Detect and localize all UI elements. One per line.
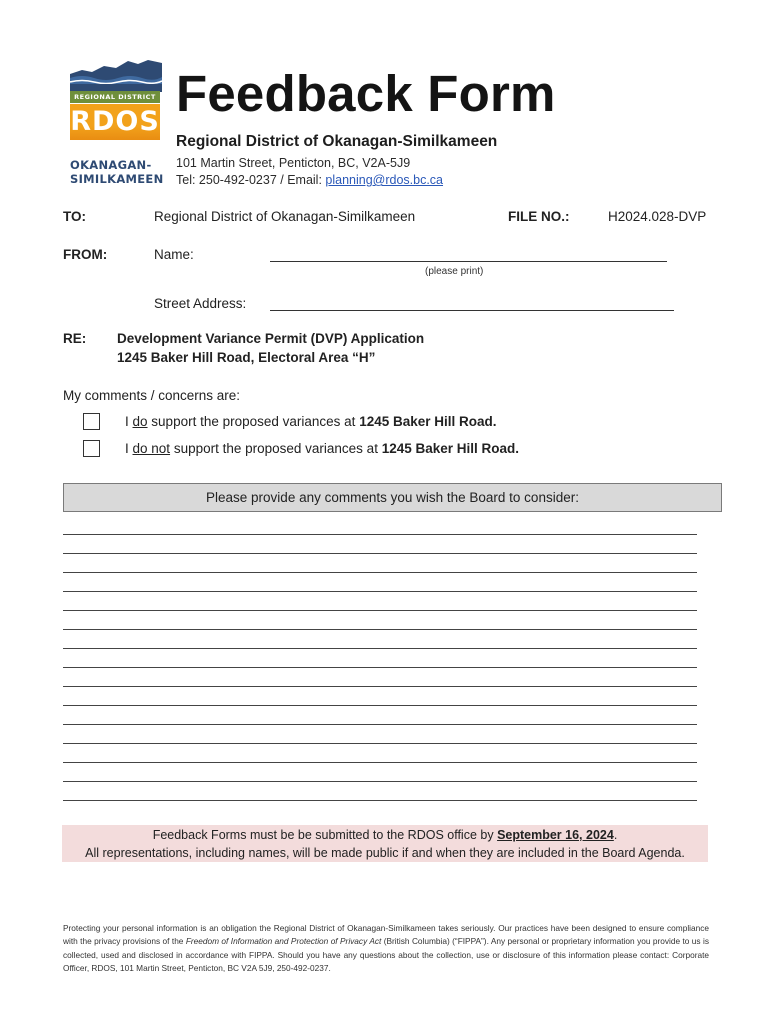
file-number-value: H2024.028-DVP xyxy=(608,209,707,224)
support-checkbox[interactable] xyxy=(83,413,100,430)
street-address-label: Street Address: xyxy=(154,296,247,311)
comment-line[interactable] xyxy=(63,610,697,611)
comments-intro: My comments / concerns are: xyxy=(63,388,241,403)
comment-line[interactable] xyxy=(63,572,697,573)
to-label: TO: xyxy=(63,209,86,224)
oppose-emphasis: do not xyxy=(132,441,171,456)
rdos-logo xyxy=(68,58,164,188)
re-line1: Development Variance Permit (DVP) Application xyxy=(117,331,425,346)
print-hint: (please print) xyxy=(425,266,484,277)
comment-line[interactable] xyxy=(63,629,697,630)
comment-line[interactable] xyxy=(63,648,697,649)
comment-line[interactable] xyxy=(63,743,697,744)
comment-line[interactable] xyxy=(63,591,697,592)
oppose-option-text: I do not support the proposed variances at 1245 Baker Hill Road. xyxy=(125,441,520,456)
email-link[interactable]: planning@rdos.bc.ca xyxy=(325,173,444,187)
org-name: Regional District of Okanagan-Similkameen xyxy=(176,133,498,150)
comment-line[interactable] xyxy=(63,686,697,687)
deadline-date: September 16, 2024 xyxy=(497,828,614,842)
name-label: Name: xyxy=(154,247,194,262)
notice-line2: All representations, including names, will be made public if and when they are included in the Board Agenda. xyxy=(85,846,685,860)
org-contact xyxy=(176,173,443,187)
org-address: 101 Martin Street, Penticton, BC, V2A-5J9 xyxy=(176,156,411,170)
comment-line[interactable] xyxy=(63,534,697,535)
logo-name-line1: OKANAGAN- xyxy=(70,158,152,172)
to-value: Regional District of Okanagan-Similkameen xyxy=(154,209,416,224)
name-input-line[interactable] xyxy=(270,261,667,262)
comment-line[interactable] xyxy=(63,724,697,725)
comment-line[interactable] xyxy=(63,800,697,801)
logo-acronym: RDOS xyxy=(70,104,160,140)
from-label: FROM: xyxy=(63,247,108,262)
comment-line[interactable] xyxy=(63,705,697,706)
submission-notice xyxy=(62,825,708,862)
oppose-checkbox[interactable] xyxy=(83,440,100,457)
support-emphasis: do xyxy=(132,414,148,429)
comment-line[interactable] xyxy=(63,781,697,782)
file-number-label: FILE NO.: xyxy=(508,209,570,224)
comment-line[interactable] xyxy=(63,553,697,554)
re-label: RE: xyxy=(63,331,87,346)
mountain-icon xyxy=(70,58,162,92)
re-line2: 1245 Baker Hill Road, Electoral Area “H” xyxy=(117,350,376,365)
logo-name-line2: SIMILKAMEEN xyxy=(70,172,164,186)
oppose-address: 1245 Baker Hill Road. xyxy=(381,441,520,456)
page-title: Feedback Form xyxy=(176,65,556,122)
contact-text: Tel: 250-492-0237 / Email: xyxy=(176,173,326,187)
act-name: Freedom of Information and Protection of Privacy Act xyxy=(185,936,382,947)
logo-regional-district-label: REGIONAL DISTRICT xyxy=(70,91,160,103)
comment-line[interactable] xyxy=(63,762,697,763)
privacy-statement: Protecting your personal information is an obligation the Regional District of Okanagan-Similkameen takes seriously. Our practices have been designed to ensure compliance with the privacy provisions of the Freedom of Information and Protection of Privacy Act (British Columbia) (“FIPPA”). Any personal or proprietary information you provide to us is collected, used and disclosed in accordance with FIPPA. Should you have any questions about the collection, use or disclosure of this information please contact: Corporate Officer, RDOS, 101 Martin Street, Penticton, BC V2A 5J9, 250-492-0237. xyxy=(63,923,709,973)
notice-line1: Feedback Forms must be be submitted to the RDOS office by September 16, 2024. xyxy=(152,828,618,842)
support-option-text: I do support the proposed variances at 1245 Baker Hill Road. xyxy=(125,414,497,429)
street-address-input-line[interactable] xyxy=(270,310,674,311)
comments-banner: Please provide any comments you wish the Board to consider: xyxy=(63,483,722,512)
support-address: 1245 Baker Hill Road. xyxy=(359,414,497,429)
comment-line[interactable] xyxy=(63,667,697,668)
